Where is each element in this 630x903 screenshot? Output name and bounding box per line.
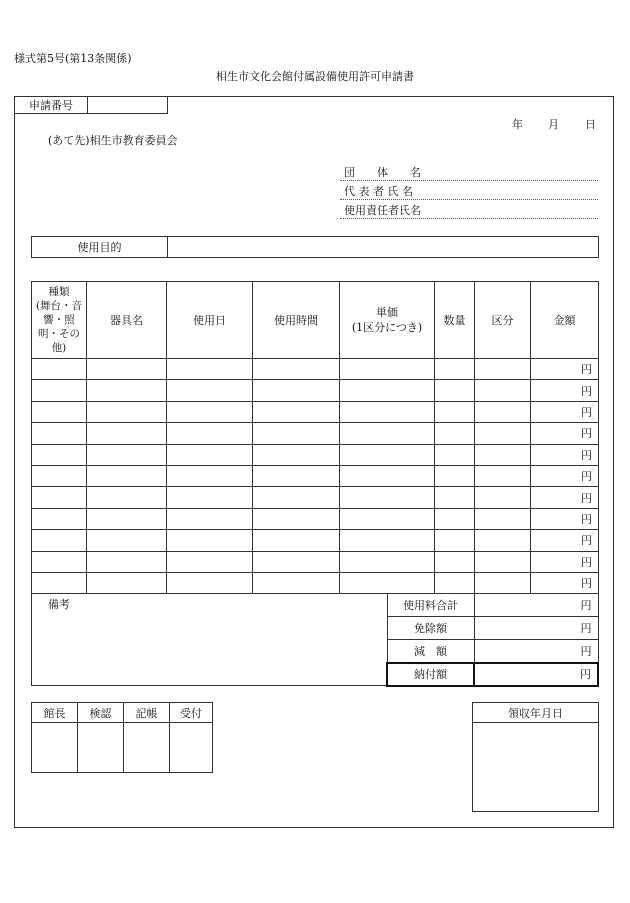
table-row bbox=[32, 530, 599, 551]
remarks-label: 備考 bbox=[48, 598, 70, 611]
table-cell[interactable] bbox=[435, 359, 475, 380]
table-cell[interactable] bbox=[253, 444, 340, 465]
table-cell[interactable] bbox=[475, 444, 531, 465]
table-cell[interactable] bbox=[435, 530, 475, 551]
table-row bbox=[32, 423, 599, 444]
stamp-box-inspection[interactable] bbox=[78, 723, 124, 773]
table-cell[interactable] bbox=[167, 508, 253, 529]
stamp-label-inspection: 検認 bbox=[78, 703, 124, 723]
table-cell[interactable] bbox=[435, 444, 475, 465]
table-cell[interactable] bbox=[32, 359, 87, 380]
table-cell[interactable] bbox=[167, 444, 253, 465]
table-cell[interactable] bbox=[32, 530, 87, 551]
table-cell[interactable] bbox=[32, 401, 87, 422]
purpose-label: 使用目的 bbox=[32, 237, 168, 258]
table-cell[interactable] bbox=[475, 423, 531, 444]
table-cell[interactable] bbox=[340, 508, 435, 529]
group-name-label: 団 体 名 bbox=[344, 166, 421, 179]
table-row bbox=[32, 401, 599, 422]
table-cell[interactable] bbox=[87, 551, 167, 572]
table-cell[interactable]: 円 bbox=[531, 572, 599, 593]
table-cell[interactable] bbox=[167, 359, 253, 380]
table-cell[interactable]: 円 bbox=[531, 380, 599, 401]
table-cell[interactable] bbox=[340, 465, 435, 486]
totals-table bbox=[386, 593, 599, 687]
table-cell[interactable] bbox=[253, 380, 340, 401]
table-row bbox=[32, 444, 599, 465]
table-cell[interactable] bbox=[87, 423, 167, 444]
representative-label: 代 表 者 氏 名 bbox=[344, 185, 413, 198]
table-cell[interactable] bbox=[340, 487, 435, 508]
header-amount: 金額 bbox=[531, 282, 599, 359]
table-cell[interactable] bbox=[475, 487, 531, 508]
subtotal-value[interactable]: 円 bbox=[474, 594, 598, 617]
table-cell[interactable] bbox=[167, 465, 253, 486]
table-cell[interactable] bbox=[253, 401, 340, 422]
application-number-table bbox=[14, 96, 168, 114]
table-cell[interactable] bbox=[253, 551, 340, 572]
table-cell[interactable] bbox=[340, 359, 435, 380]
header-type: 種類 (舞台・音 響・照 明・その 他) bbox=[32, 282, 87, 359]
table-cell[interactable]: 円 bbox=[531, 401, 599, 422]
table-cell[interactable] bbox=[87, 572, 167, 593]
header-use-time: 使用時間 bbox=[253, 282, 340, 359]
table-cell[interactable] bbox=[435, 380, 475, 401]
table-cell[interactable]: 円 bbox=[531, 444, 599, 465]
responsible-label: 使用責任者氏名 bbox=[344, 204, 421, 217]
table-cell[interactable]: 円 bbox=[531, 487, 599, 508]
subtotal-label: 使用料合計 bbox=[387, 594, 474, 617]
remarks-area[interactable] bbox=[31, 593, 386, 686]
table-cell[interactable] bbox=[32, 508, 87, 529]
header-use-date: 使用日 bbox=[167, 282, 253, 359]
table-cell[interactable]: 円 bbox=[531, 551, 599, 572]
header-quantity: 数量 bbox=[435, 282, 475, 359]
table-cell[interactable] bbox=[435, 487, 475, 508]
exemption-value[interactable]: 円 bbox=[474, 617, 598, 640]
header-unit-price: 単価 (1区分につき) bbox=[340, 282, 435, 359]
table-cell[interactable] bbox=[87, 380, 167, 401]
table-row bbox=[32, 359, 599, 380]
table-cell[interactable] bbox=[340, 380, 435, 401]
stamp-label-reception: 受付 bbox=[170, 703, 213, 723]
table-cell[interactable] bbox=[167, 380, 253, 401]
table-cell[interactable] bbox=[435, 572, 475, 593]
reduction-label: 減 額 bbox=[387, 640, 474, 663]
table-cell[interactable] bbox=[475, 551, 531, 572]
table-cell[interactable] bbox=[32, 551, 87, 572]
table-cell[interactable] bbox=[340, 572, 435, 593]
table-cell[interactable] bbox=[87, 487, 167, 508]
receipt-date-label: 領収年月日 bbox=[473, 703, 599, 723]
table-cell[interactable] bbox=[340, 530, 435, 551]
table-cell[interactable] bbox=[87, 401, 167, 422]
table-cell[interactable] bbox=[435, 401, 475, 422]
table-cell[interactable] bbox=[253, 572, 340, 593]
addressee: (あて先)相生市教育委員会 bbox=[48, 134, 178, 147]
table-cell[interactable] bbox=[32, 465, 87, 486]
form-title: 相生市文化会館付属設備使用許可申請書 bbox=[216, 70, 414, 83]
table-cell[interactable] bbox=[475, 401, 531, 422]
table-cell[interactable] bbox=[167, 530, 253, 551]
table-cell[interactable] bbox=[32, 423, 87, 444]
table-cell[interactable]: 円 bbox=[531, 423, 599, 444]
table-row bbox=[32, 465, 599, 486]
table-cell[interactable]: 円 bbox=[531, 359, 599, 380]
table-cell[interactable] bbox=[435, 508, 475, 529]
table-cell[interactable] bbox=[32, 572, 87, 593]
header-equipment: 器具名 bbox=[87, 282, 167, 359]
table-cell[interactable] bbox=[253, 530, 340, 551]
table-cell[interactable] bbox=[340, 444, 435, 465]
stamp-table bbox=[31, 702, 213, 773]
date-day: 日 bbox=[585, 118, 596, 131]
reduction-value[interactable]: 円 bbox=[474, 640, 598, 663]
table-cell[interactable] bbox=[32, 380, 87, 401]
table-cell[interactable] bbox=[253, 423, 340, 444]
date-year: 年 bbox=[512, 118, 523, 131]
date-month: 月 bbox=[548, 118, 559, 131]
stamp-box-reception[interactable] bbox=[170, 723, 213, 773]
purpose-table bbox=[31, 236, 599, 258]
receipt-date-table bbox=[472, 702, 599, 812]
payment-value[interactable]: 円 bbox=[474, 663, 598, 686]
table-row bbox=[32, 487, 599, 508]
table-row bbox=[32, 551, 599, 572]
table-cell[interactable] bbox=[87, 530, 167, 551]
table-cell[interactable] bbox=[32, 487, 87, 508]
table-row bbox=[32, 572, 599, 593]
exemption-label: 免除額 bbox=[387, 617, 474, 640]
table-cell[interactable] bbox=[253, 487, 340, 508]
table-cell[interactable] bbox=[435, 551, 475, 572]
table-cell[interactable] bbox=[167, 572, 253, 593]
table-cell[interactable] bbox=[32, 444, 87, 465]
application-number-field[interactable] bbox=[88, 97, 168, 114]
table-cell[interactable] bbox=[475, 380, 531, 401]
form-number: 様式第5号(第13条関係) bbox=[14, 52, 132, 65]
table-cell[interactable] bbox=[475, 465, 531, 486]
stamp-box-director[interactable] bbox=[32, 723, 78, 773]
table-cell[interactable] bbox=[475, 572, 531, 593]
receipt-date-box[interactable] bbox=[473, 723, 599, 812]
purpose-field[interactable] bbox=[168, 237, 599, 258]
table-cell[interactable] bbox=[475, 359, 531, 380]
equipment-table bbox=[31, 281, 599, 594]
stamp-label-record: 記帳 bbox=[124, 703, 170, 723]
table-cell[interactable] bbox=[253, 508, 340, 529]
table-cell[interactable] bbox=[167, 487, 253, 508]
application-number-label: 申請番号 bbox=[15, 97, 88, 114]
table-cell[interactable] bbox=[167, 551, 253, 572]
table-row bbox=[32, 508, 599, 529]
table-cell[interactable]: 円 bbox=[531, 465, 599, 486]
payment-label: 納付額 bbox=[387, 663, 474, 686]
table-cell[interactable] bbox=[87, 508, 167, 529]
table-cell[interactable] bbox=[167, 423, 253, 444]
table-row bbox=[32, 380, 599, 401]
table-cell[interactable]: 円 bbox=[531, 508, 599, 529]
table-cell[interactable] bbox=[253, 465, 340, 486]
table-cell[interactable] bbox=[475, 530, 531, 551]
table-cell[interactable] bbox=[475, 508, 531, 529]
stamp-label-director: 館長 bbox=[32, 703, 78, 723]
stamp-box-record[interactable] bbox=[124, 723, 170, 773]
table-cell[interactable] bbox=[87, 444, 167, 465]
table-cell[interactable] bbox=[340, 551, 435, 572]
table-cell[interactable]: 円 bbox=[531, 530, 599, 551]
table-cell[interactable] bbox=[87, 465, 167, 486]
table-cell[interactable] bbox=[340, 401, 435, 422]
header-category: 区分 bbox=[475, 282, 531, 359]
table-cell[interactable] bbox=[167, 401, 253, 422]
table-cell[interactable] bbox=[87, 359, 167, 380]
table-cell[interactable] bbox=[253, 359, 340, 380]
table-cell[interactable] bbox=[340, 423, 435, 444]
table-cell[interactable] bbox=[435, 465, 475, 486]
table-cell[interactable] bbox=[435, 423, 475, 444]
